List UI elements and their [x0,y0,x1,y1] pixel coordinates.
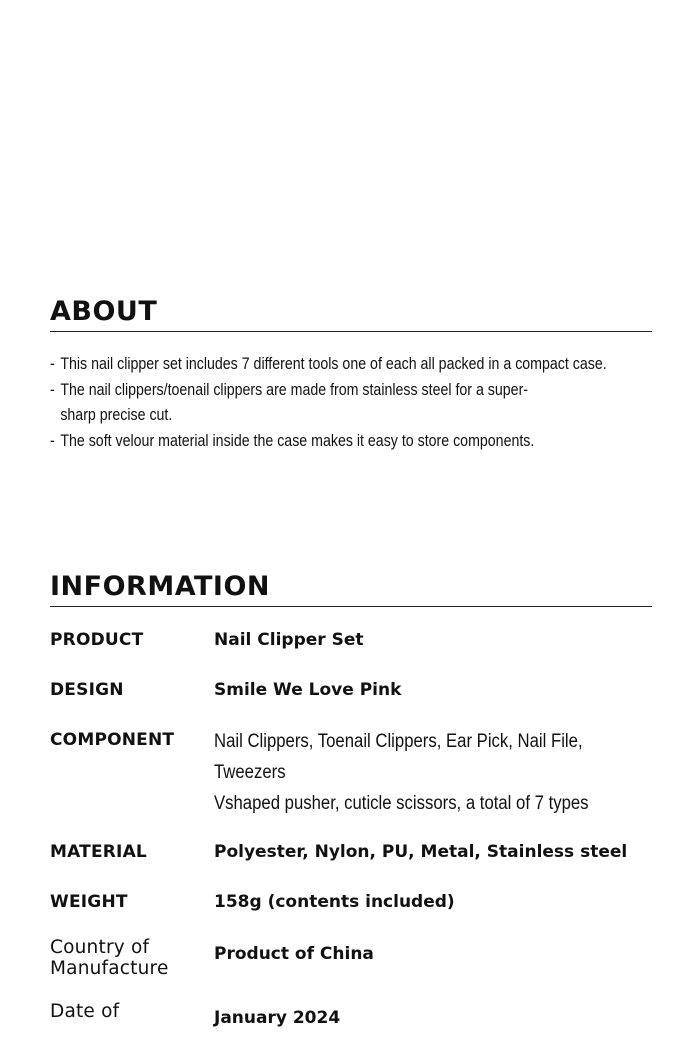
info-value-design: Smile We Love Pink [214,680,402,700]
info-label-weight: WEIGHT [50,892,128,912]
info-row-material [50,841,690,863]
about-item-3: - The soft velour material inside the case makes it easy to store components. [50,429,652,455]
about-heading: ABOUT [50,296,158,327]
info-row-component [50,729,690,819]
about-list [50,352,652,454]
information-heading: INFORMATION [50,571,271,602]
info-value-weight: 158g (contents included) [214,892,455,912]
info-label-design: DESIGN [50,680,124,700]
info-label-component: COMPONENT [50,730,175,750]
info-row-weight [50,891,690,913]
information-section [50,571,652,1057]
info-row-product [50,629,690,651]
information-divider [50,606,652,607]
info-label-product: PRODUCT [50,630,144,650]
info-value-date: January 2024 [214,1008,341,1028]
info-row-date [50,1001,690,1029]
info-label-material: MATERIAL [50,842,147,862]
info-value-product: Nail Clipper Set [214,630,364,650]
about-divider [50,331,652,332]
about-section [50,296,652,454]
information-table [50,629,690,1029]
info-label-date: Date of [50,1001,120,1022]
info-row-country [50,937,690,979]
info-value-material: Polyester, Nylon, PU, Metal, Stainless steel [214,842,628,862]
info-row-design [50,679,690,701]
info-value-country: Product of China [214,944,374,964]
info-label-country: Country of Manufacture [50,937,169,979]
about-item-2: - The nail clippers/toenail clippers are made from stainless steel for a super-sharp precise cut. [50,378,652,429]
info-value-component: Nail Clippers, Toenail Clippers, Ear Pick, Nail File, Tweezers Vshaped pusher, cuticle scissors, a total of 7 types [214,731,589,814]
about-item-1: - This nail clipper set includes 7 different tools one of each all packed in a compact case. [50,352,652,378]
